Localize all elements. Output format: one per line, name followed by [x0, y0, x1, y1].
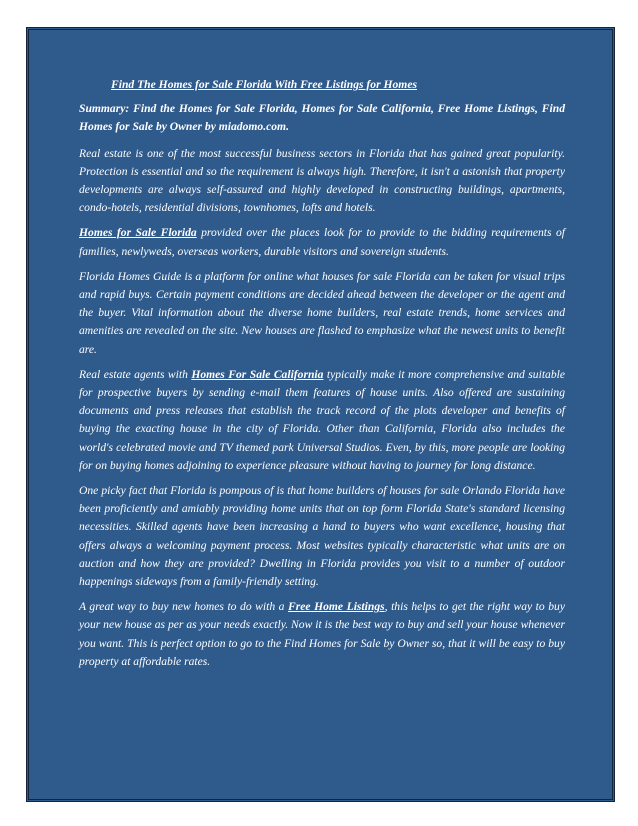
paragraph-6-lead: A great way to buy new homes to do with a: [79, 600, 289, 614]
paragraph-5: One picky fact that Florida is pompous of is that home builders of houses for sale Orlando Florida have been proficiently and amiably providing home units that on top form Florida State's standard licensing necessities. Skilled agents have been increasing a hand to buyers who want excellence, housing that offers always a welcoming payment process. Most websites typically characteristic what units are on auction and how they are provided? Dwelling in Florida provides you visit to a number of outdoor happenings sideways from a family-friendly setting.: [79, 484, 565, 589]
paragraph-4-lead: Real estate agents with: [79, 367, 192, 381]
paragraph-3: Florida Homes Guide is a platform for online what houses for sale Florida can be taken for visual trips and rapid buys. Certain payment conditions are decided ahead between the developer or the agent and the buyer. Vital information about the diverse home builders, real estate trends, home services and amenities are revealed on the site. New houses are flashed to emphasize what the newest units to benefit are.: [79, 269, 565, 356]
paragraph-6-text: , this helps to get the right way to buy your new house as per as your needs exactly. Now it is the best way to buy and sell your house whenever you want. This is perfect option to go to the Find Homes for Sale by Owner so, that it will be easy to buy property at affordable rates.: [79, 600, 565, 668]
paragraph-1: Real estate is one of the most successful business sectors in Florida that has gained great popularity. Protection is essential and so the requirement is always high. Therefore, it isn't a astonish that property developments are always self-assured and highly developed in constructing buildings, apartments, condo-hotels, residential divisions, townhomes, lofts and hotels.: [79, 146, 565, 215]
document-title: Find The Homes for Sale Florida With Free Listings for Homes: [111, 78, 417, 91]
paragraph-6: [79, 598, 565, 671]
document-body: [79, 76, 565, 678]
document-page: [26, 27, 615, 802]
paragraph-4-text: typically make it more comprehensive and suitable for prospective buyers by sending e-mail them features of house units. Also offered are sustaining documents and press releases that establish the track record of the plots developer and benefits of buying the exacting house in the city of Florida. Other than California, Florida also includes the world's celebrated movie and TV themed park Universal Studios. Even, by this, more people are looking for on buying homes adjoining to experience pleasure without having to journey for long distance.: [79, 367, 566, 472]
paragraph-4: [79, 366, 565, 475]
paragraph-2: [79, 224, 565, 260]
homes-for-sale-florida-link[interactable]: Homes for Sale Florida: [79, 226, 197, 240]
homes-for-sale-california-link[interactable]: Homes For Sale California: [191, 367, 324, 381]
free-home-listings-link[interactable]: Free Home Listings: [288, 600, 385, 614]
summary-paragraph: Summary: Find the Homes for Sale Florida, Homes for Sale California, Free Home Listings, Find Homes for Sale by Owner by miadomo.com.: [79, 102, 565, 134]
paragraph-2-text: provided over the places look for to provide to the bidding requirements of families, newlyweds, overseas workers, durable visitors and sovereign students.: [79, 226, 565, 258]
